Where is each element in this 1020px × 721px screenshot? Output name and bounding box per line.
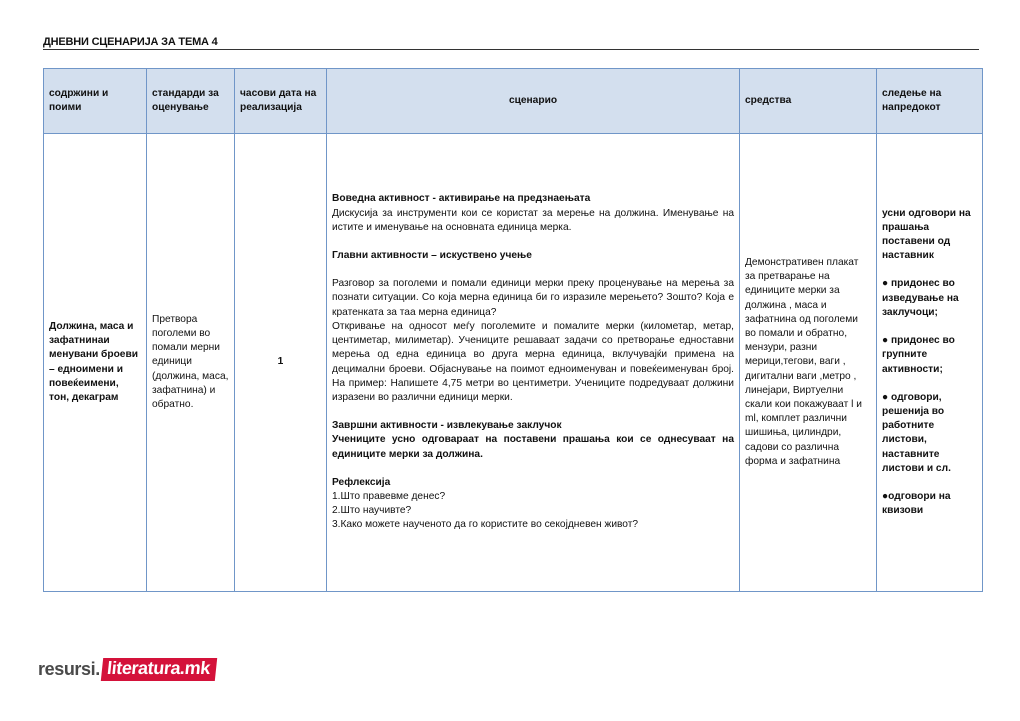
header-progress: следење на напредокот bbox=[877, 69, 983, 134]
document-title: ДНЕВНИ СЦЕНАРИЈА ЗА ТЕМА 4 bbox=[43, 36, 218, 48]
cell-hours: 1 bbox=[235, 134, 327, 592]
progress-item: ● придонес во изведување на заклучоци; bbox=[882, 278, 959, 318]
header-hours: часови дата на реализација bbox=[235, 69, 327, 134]
cell-resources: Демонстративен плакат за претварање на единиците мерки за должина , маса и зафатнина од поголеми во помали и обратно, мензури, разни мерици,тегови, ваги , дигитални ваги ,метро , линејари, Виртуелни скали кои покажуваат l и ml, комплет различни шишиња, цилиндри, садови со различна форма и зафатнина bbox=[740, 134, 877, 592]
header-standards: стандарди за оценување bbox=[147, 69, 235, 134]
reflection-heading: Рефлексија bbox=[332, 476, 391, 488]
logo-text-literatura: literatura.mk bbox=[101, 658, 217, 681]
logo-text-resursi: resursi. bbox=[38, 659, 100, 679]
progress-item: ●одговори на квизови bbox=[882, 490, 951, 517]
progress-item: ● придонес во групните активности; bbox=[882, 335, 955, 375]
cell-content: Должина, маса и зафатнинаи менувани броеви – едноимени и повеќеимени, тон, декаграм bbox=[44, 134, 147, 592]
final-text: Учениците усно одговараат на поставени прашања кои се однесуваат на единиците мерки за должина. bbox=[332, 434, 734, 460]
cell-progress bbox=[877, 134, 983, 592]
header-content: содржини и поими bbox=[44, 69, 147, 134]
intro-heading: Воведна активност - активирање на предзнаењата bbox=[332, 193, 591, 205]
main-text-2: Откривање на односот меѓу поголемите и помалите мерки (километар, метар, центиметар, милиметар). Учениците решаваат задачи со претворање едноставни мерења од една единица во друга мерна единица, вклучувајќи примена на децимални броеви. Објаснување на поимот едноименуван и повеќеименуван број. На пример: Напишете 4,75 метри во центиметри. Учениците подредуваат должини изразени во различни единици мерки. bbox=[332, 320, 734, 403]
header-scenario: сценарио bbox=[327, 69, 740, 134]
table-row bbox=[44, 134, 983, 592]
lesson-plan-table bbox=[43, 68, 983, 592]
progress-item: усни одговори на прашања поставени од наставник bbox=[882, 207, 971, 262]
reflection-item: 3.Како можете наученото да го користите во секојдневен живот? bbox=[332, 519, 639, 531]
reflection-item: 1.Што правевме денес? bbox=[332, 490, 446, 502]
header-resources: средства bbox=[740, 69, 877, 134]
main-heading: Главни активности – искуствено учење bbox=[332, 250, 532, 262]
cell-scenario bbox=[327, 134, 740, 592]
intro-text: Дискусија за инструменти кои се користат за мерење на должина. Именување на истите и именување на основната единица мерка. bbox=[332, 207, 734, 233]
main-text-1: Разговор за поголеми и помали единици мерки преку проценување на мерења за познати ситуации. Со која мерна единица би го изразиле мерењето? Зошто? Која е кратенката за таа мерна единица? bbox=[332, 278, 734, 318]
cell-standards: Претвора поголеми во помали мерни единици (должина, маса, зафатнина) и обратно. bbox=[147, 134, 235, 592]
progress-item: ● одговори, решенија во работните листови, наставните листови и сл. bbox=[882, 391, 951, 474]
title-underline bbox=[43, 49, 979, 50]
table-header-row bbox=[44, 69, 983, 134]
reflection-item: 2.Што научивте? bbox=[332, 505, 412, 517]
final-heading: Завршни активности - извлекување заклучок bbox=[332, 420, 562, 432]
site-logo[interactable] bbox=[38, 658, 216, 681]
